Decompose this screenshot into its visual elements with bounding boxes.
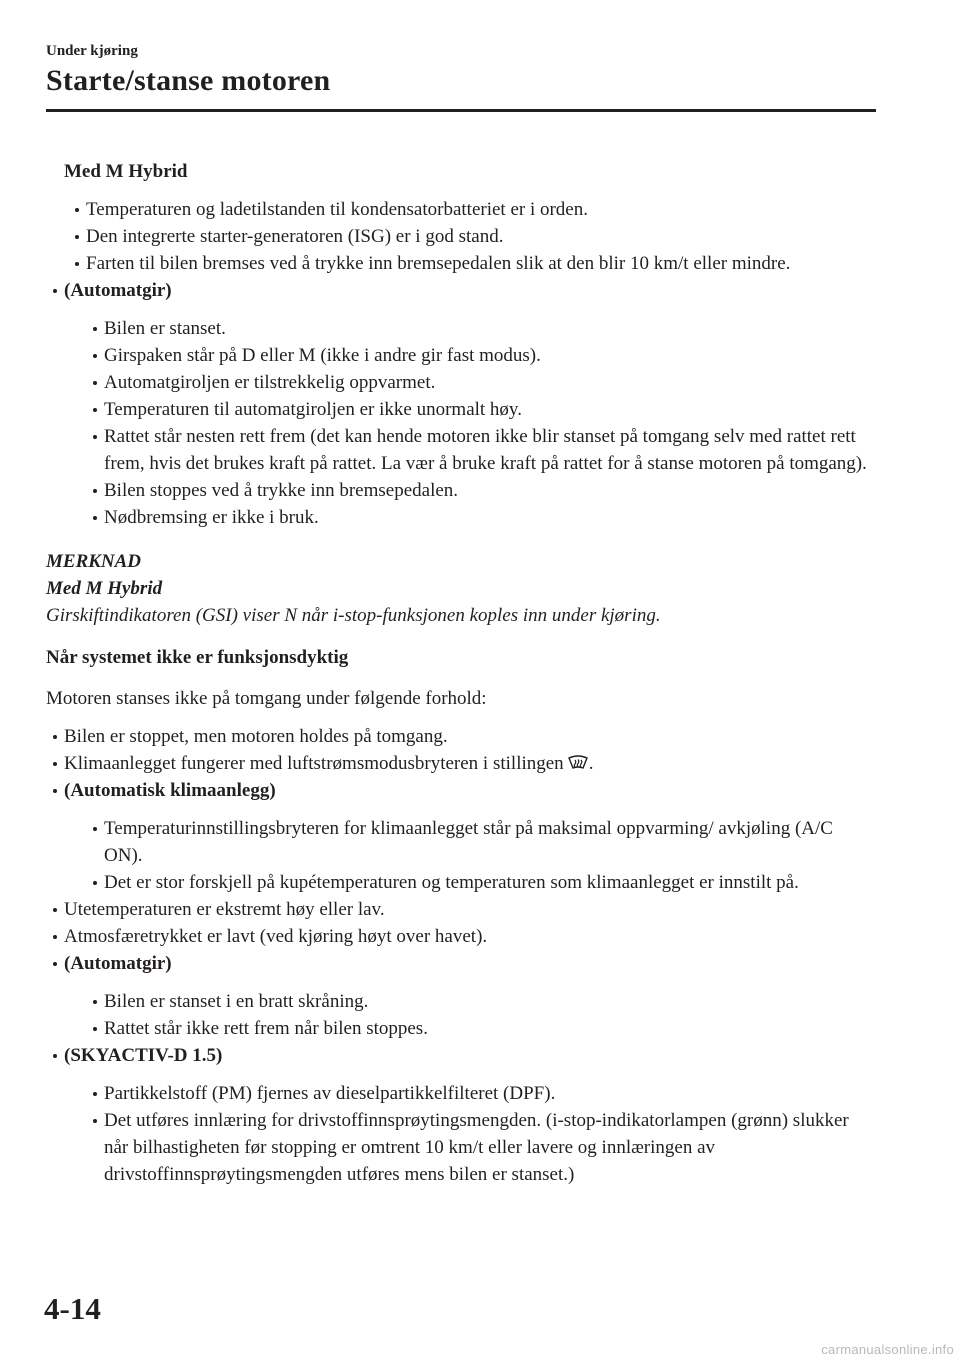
list-item: Rattet står ikke rett frem når bilen stoppes. <box>86 1015 876 1042</box>
bullet-icon <box>93 881 97 885</box>
bullet-icon <box>53 1054 57 1058</box>
section-heading: Når systemet ikke er funksjonsdyktig <box>46 647 349 668</box>
bullet-icon <box>53 289 57 293</box>
bullet-icon <box>93 408 97 412</box>
page-number: 4-14 <box>44 1291 101 1326</box>
list-item: Utetemperaturen er ekstremt høy eller lav. <box>46 896 876 923</box>
automatic-condition-list <box>64 315 876 531</box>
bullet-icon <box>93 354 97 358</box>
list-item: Temperaturen til automatgiroljen er ikke unormalt høy. <box>86 396 876 423</box>
list-item: Bilen er stanset i en bratt skråning. <box>86 988 876 1015</box>
bullet-icon <box>93 381 97 385</box>
page-title: Starte/stanse motoren <box>46 64 331 97</box>
section-label: Under kjøring <box>46 43 138 59</box>
bullet-icon <box>75 235 79 239</box>
not-functional-list <box>46 723 876 1188</box>
page-header <box>46 42 876 99</box>
list-item: Temperaturen og ladetilstanden til kondensatorbatteriet er i orden. <box>68 196 876 223</box>
bullet-icon <box>53 789 57 793</box>
list-item: (Automatgir) Bilen er stanset i en bratt skråning. Rattet står ikke rett frem når bilen stoppes. <box>46 950 876 1042</box>
windshield-defrost-icon <box>567 754 589 772</box>
climate-condition-list <box>64 815 876 896</box>
list-item: Bilen er stoppet, men motoren holdes på tomgang. <box>46 723 876 750</box>
list-item: Klimaanlegget fungerer med luftstrømsmodusbryteren i stillingen . <box>46 750 876 777</box>
header-rule <box>46 109 876 112</box>
list-item: Farten til bilen bremses ved å trykke inn bremsepedalen slik at den blir 10 km/t eller mindre. <box>68 250 876 277</box>
list-item: Det er stor forskjell på kupétemperaturen og temperaturen som klimaanlegget er innstilt på. <box>86 869 876 896</box>
note-text: Girskiftindikatoren (GSI) viser N når i-stop-funksjonen koples inn under kjøring. <box>46 605 661 626</box>
bullet-icon <box>53 962 57 966</box>
list-item: Bilen er stanset. <box>86 315 876 342</box>
bullet-icon <box>53 908 57 912</box>
note-subtitle: Med M Hybrid <box>46 578 163 599</box>
list-item: Rattet står nesten rett frem (det kan hende motoren ikke blir stanset på tomgang selv med rattet rett frem, hvis det brukes kraft på rattet. La vær å bruke kraft på rattet for å stanse motoren på tomgang). <box>86 423 876 477</box>
bullet-icon <box>93 516 97 520</box>
automatic-stop-list <box>64 988 876 1042</box>
bullet-icon <box>93 435 97 439</box>
skyactiv-condition-list <box>64 1080 876 1188</box>
list-item: Den integrerte starter-generatoren (ISG) er i god stand. <box>68 223 876 250</box>
bullet-icon <box>93 327 97 331</box>
section-intro: Motoren stanses ikke på tomgang under følgende forhold: <box>46 688 487 709</box>
list-item: (Automatgir) Bilen er stanset. Girspaken står på D eller M (ikke i andre gir fast modus). Automatgiroljen er tilstrekkelig oppvarmet. Temperaturen til automatgiroljen er ikke unormalt høy. Rattet står nesten rett frem (det kan hende motoren ikke blir stanset på tomgang selv med rattet rett frem, hvis det brukes kraft på rattet. La vær å bruke kraft på rattet for å stanse motoren på tomgang). Bilen stoppes ved å trykke inn bremsepedalen. Nødbremsing er ikke i bruk. <box>46 277 876 531</box>
list-item: Partikkelstoff (PM) fjernes av dieselpartikkelfilteret (DPF). <box>86 1080 876 1107</box>
bullet-icon <box>93 1092 97 1096</box>
page-content <box>46 158 876 1188</box>
hybrid-subhead: Med M Hybrid <box>64 161 188 182</box>
list-item: Nødbremsing er ikke i bruk. <box>86 504 876 531</box>
bullet-icon <box>53 735 57 739</box>
list-item: (Automatisk klimaanlegg) Temperaturinnstillingsbryteren for klimaanlegget står på maksimal oppvarming/ avkjøling (A/C ON). Det er stor forskjell på kupétemperaturen og temperaturen som klimaanlegget er innstilt på. <box>46 777 876 896</box>
bullet-icon <box>75 262 79 266</box>
list-item: Atmosfæretrykket er lavt (ved kjøring høyt over havet). <box>46 923 876 950</box>
list-item: Automatgiroljen er tilstrekkelig oppvarmet. <box>86 369 876 396</box>
bullet-icon <box>93 1119 97 1123</box>
bullet-icon <box>93 827 97 831</box>
list-item: Girspaken står på D eller M (ikke i andre gir fast modus). <box>86 342 876 369</box>
bullet-icon <box>93 1000 97 1004</box>
bullet-icon <box>53 935 57 939</box>
list-item: Bilen stoppes ved å trykke inn bremsepedalen. <box>86 477 876 504</box>
hybrid-condition-list <box>46 196 876 277</box>
bullet-icon <box>75 208 79 212</box>
watermark: carmanualsonline.info <box>821 1342 954 1357</box>
note-title: MERKNAD <box>46 551 142 572</box>
list-item: Det utføres innlæring for drivstoffinnsprøytingsmengden. (i-stop-indikatorlampen (grønn) slukker når bilhastigheten før stopping er omtrent 10 km/t eller lavere og innlæringen av drivstoffinnsprøytingsmengden utføres mens bilen er stanset.) <box>86 1107 876 1188</box>
bullet-icon <box>93 489 97 493</box>
bullet-icon <box>93 1027 97 1031</box>
automatic-block <box>46 277 876 531</box>
bullet-icon <box>53 762 57 766</box>
list-item: (SKYACTIV-D 1.5) Partikkelstoff (PM) fjernes av dieselpartikkelfilteret (DPF). Det utføres innlæring for drivstoffinnsprøytingsmengden. (i-stop-indikatorlampen (grønn) slukker når bilhastigheten før stopping er omtrent 10 km/t eller lavere og innlæringen av drivstoffinnsprøytingsmengden utføres mens bilen er stanset.) <box>46 1042 876 1188</box>
list-item: Temperaturinnstillingsbryteren for klimaanlegget står på maksimal oppvarming/ avkjøling (A/C ON). <box>86 815 876 869</box>
